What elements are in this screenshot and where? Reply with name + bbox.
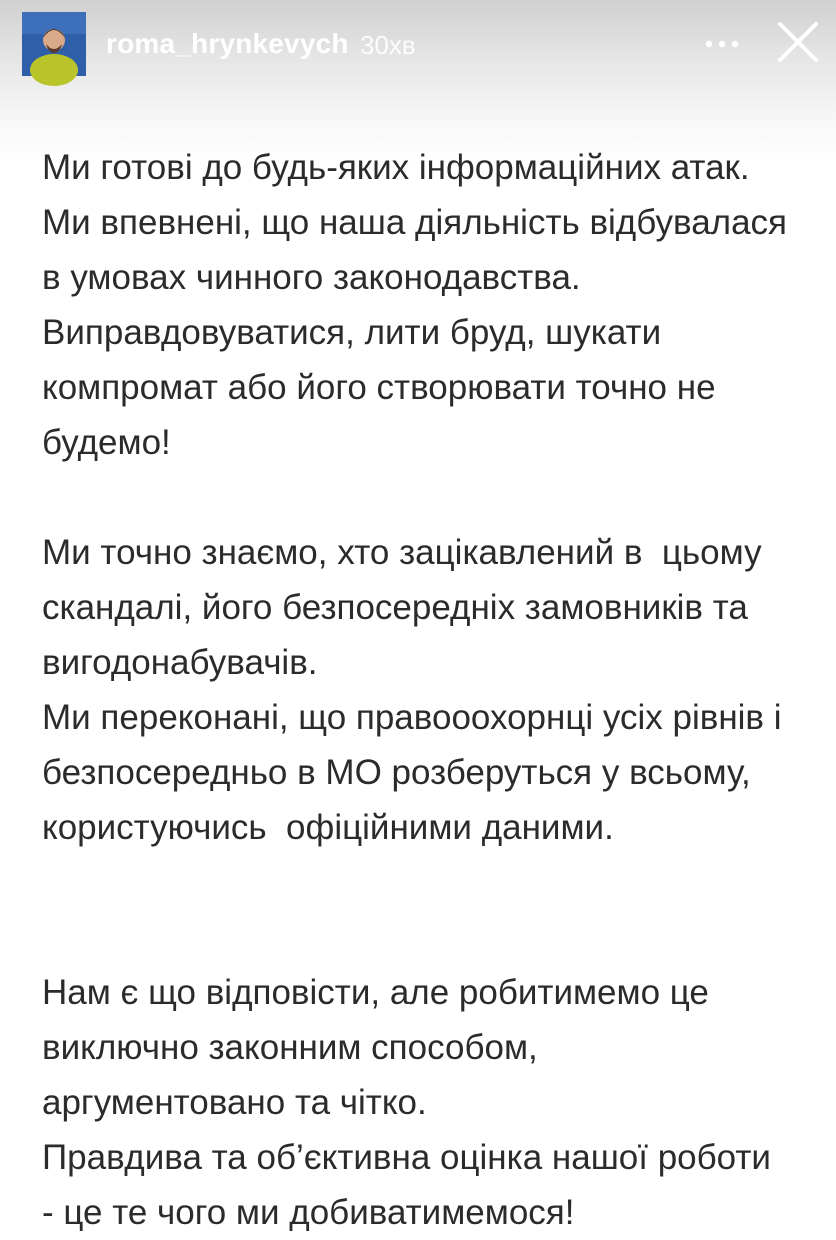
text-line: компромат або його створювати точно не (42, 368, 716, 407)
timestamp: 30хв (360, 30, 416, 60)
close-button[interactable] (772, 16, 824, 68)
text-line: будемо! (42, 423, 171, 462)
text-line: Ми впевнені, що наша діяльність відбувалася (42, 203, 788, 242)
text-line: Ми точно знаємо, хто зацікавлений в цьому (42, 533, 762, 572)
text-line (42, 855, 822, 910)
avatar[interactable] (22, 12, 86, 76)
text-line: Ми переконані, що правооохорнці усіх рівнів і (42, 698, 782, 737)
text-line: Нам є що відповісти, але робитимемо це (42, 973, 709, 1012)
username[interactable]: roma_hrynkevych (106, 28, 349, 59)
text-line: в умовах чинного законодавства. (42, 258, 581, 297)
more-button[interactable] (700, 26, 744, 62)
text-line (42, 470, 822, 525)
story-text (42, 140, 822, 1240)
more-horizontal-icon (704, 39, 740, 49)
text-line: вигодонабувачів. (42, 643, 318, 682)
text-line: безпосередньо в МО розберуться у всьому, (42, 753, 751, 792)
close-icon (772, 16, 824, 68)
avatar-image (22, 12, 86, 76)
text-line (42, 910, 822, 965)
text-line: Ми готові до будь-яких інформаційних атак. (42, 148, 750, 187)
text-line: Правдива та об’єктивна оцінка нашої роботи (42, 1138, 771, 1177)
story-header (0, 0, 836, 96)
text-line: скандалі, його безпосередніх замовників та (42, 588, 748, 627)
text-line: користуючись офіційними даними. (42, 808, 614, 847)
text-line: Виправдовуватися, лити бруд, шукати (42, 313, 662, 352)
text-line: - це те чого ми добиватимемося! (42, 1193, 575, 1232)
text-line: виключно законним способом, (42, 1028, 538, 1067)
text-line: аргументовано та чітко. (42, 1083, 427, 1122)
